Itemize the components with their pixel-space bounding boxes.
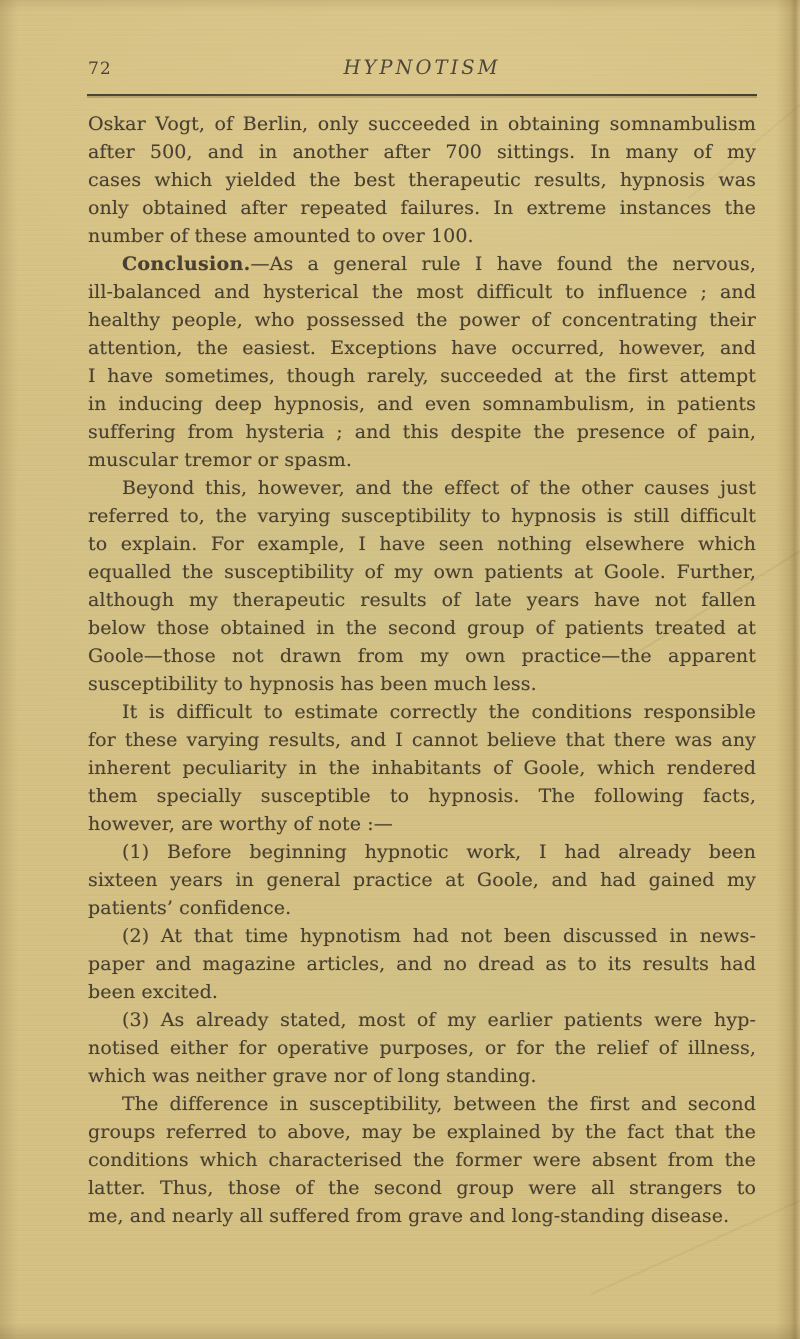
- paragraph: [88, 250, 756, 474]
- running-head: HYPNOTISM: [343, 56, 501, 79]
- text-line: latter. Thus, those of the second group were all strangers to: [88, 1177, 756, 1199]
- text-line: Oskar Vogt, of Berlin, only succeeded in obtaining somnambulism: [88, 113, 756, 135]
- paragraph: [88, 1090, 756, 1230]
- paragraph: [88, 474, 756, 698]
- text-line: It is difficult to estimate correctly the conditions responsible: [122, 701, 756, 723]
- text-line: been excited.: [88, 981, 218, 1003]
- text-line: them specially susceptible to hypnosis. The following facts,: [88, 785, 756, 807]
- text-line: ill-balanced and hysterical the most difficult to influence ; and: [88, 281, 756, 303]
- text-line: equalled the susceptibility of my own patients at Goole. Further,: [88, 561, 756, 583]
- paragraph: [88, 698, 756, 838]
- page-header: [88, 56, 756, 84]
- text-line: groups referred to above, may be explained by the fact that the: [88, 1121, 756, 1143]
- text-line: below those obtained in the second group of patients treated at: [88, 617, 756, 639]
- text-line: Goole—those not drawn from my own practice—the apparent: [88, 645, 756, 667]
- text-line: (3) As already stated, most of my earlier patients were hyp-: [122, 1009, 756, 1031]
- text-line: cases which yielded the best therapeutic results, hypnosis was: [88, 169, 756, 191]
- text-line: number of these amounted to over 100.: [88, 225, 474, 247]
- text-line: The difference in susceptibility, between the first and second: [122, 1093, 756, 1115]
- paragraph: [88, 838, 756, 922]
- text-line: sixteen years in general practice at Goole, and had gained my: [88, 869, 756, 891]
- text-line: healthy people, who possessed the power of concentrating their: [88, 309, 756, 331]
- text-line: suffering from hysteria ; and this despite the presence of pain,: [88, 421, 756, 443]
- text-line: for these varying results, and I cannot believe that there was any: [88, 729, 756, 751]
- text-line: (1) Before beginning hypnotic work, I had already been: [122, 841, 756, 863]
- text-line: patients’ confidence.: [88, 897, 292, 919]
- text-line: in inducing deep hypnosis, and even somnambulism, in patients: [88, 393, 756, 415]
- text-line: conditions which characterised the former were absent from the: [88, 1149, 756, 1171]
- text-line: only obtained after repeated failures. In extreme instances the: [88, 197, 756, 219]
- text-line: referred to, the varying susceptibility to hypnosis is still difficult: [88, 505, 756, 527]
- header-rule: [87, 94, 757, 96]
- text-line: I have sometimes, though rarely, succeeded at the first attempt: [88, 365, 756, 387]
- text-line: which was neither grave nor of long standing.: [88, 1065, 537, 1087]
- page-number: 72: [88, 59, 112, 79]
- paragraph-lead: Conclusion.: [122, 253, 251, 275]
- text-line: however, are worthy of note :—: [88, 813, 393, 835]
- text-line: Beyond this, however, and the effect of the other causes just: [122, 477, 756, 499]
- text-line: although my therapeutic results of late years have not fallen: [88, 589, 756, 611]
- text-line: paper and magazine articles, and no dread as to its results had: [88, 953, 756, 975]
- text-line-rest: —As a general rule I have found the nervous,: [250, 253, 756, 275]
- text-line: to explain. For example, I have seen nothing elsewhere which: [88, 533, 756, 555]
- text-line: susceptibility to hypnosis has been much less.: [88, 673, 537, 695]
- text-line: inherent peculiarity in the inhabitants of Goole, which rendered: [88, 757, 756, 779]
- paragraph: [88, 110, 756, 250]
- paragraph: [88, 1006, 756, 1090]
- text-line: (2) At that time hypnotism had not been discussed in news-: [122, 925, 756, 947]
- paragraph: [88, 922, 756, 1006]
- text-line: [88, 250, 756, 278]
- text-line: me, and nearly all suffered from grave and long-standing disease.: [88, 1205, 730, 1227]
- text-line: after 500, and in another after 700 sittings. In many of my: [88, 141, 756, 163]
- text-line: muscular tremor or spasm.: [88, 449, 353, 471]
- page-body: [88, 110, 756, 1230]
- text-line: notised either for operative purposes, or for the relief of illness,: [88, 1037, 756, 1059]
- text-line: attention, the easiest. Exceptions have occurred, however, and: [88, 337, 756, 359]
